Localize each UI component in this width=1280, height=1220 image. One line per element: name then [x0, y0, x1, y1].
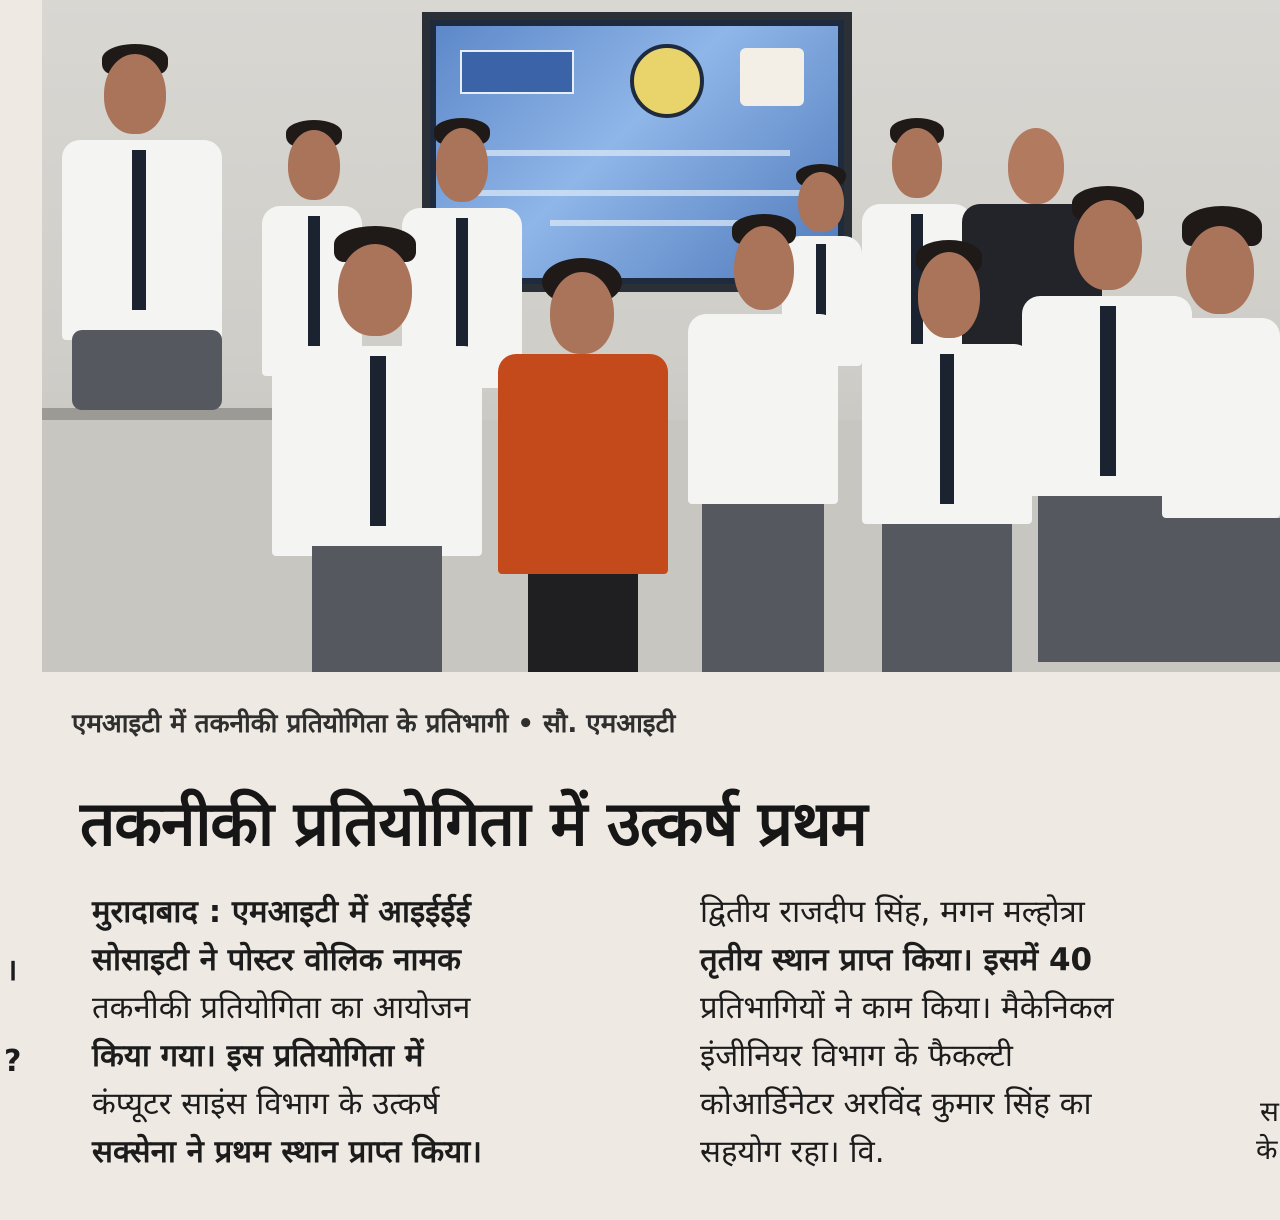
college-emblem-icon — [630, 44, 704, 118]
participant-figure — [272, 226, 482, 672]
article-line: प्रतिभागियों ने काम किया। मैकेनिकल — [700, 990, 1114, 1026]
article-line: कोआर्डिनेटर अरविंद कुमार सिंह का — [700, 1086, 1092, 1122]
left-edge-mark: ? — [4, 1044, 22, 1079]
society-logo-icon — [740, 48, 804, 106]
article-line: मुरादाबाद : एमआइटी में आइईईई — [92, 894, 471, 930]
right-edge-fragment: के — [1256, 1133, 1278, 1166]
right-edge-fragment: स — [1260, 1095, 1279, 1128]
participant-figure — [1162, 206, 1280, 662]
participant-figure — [62, 40, 232, 420]
participant-figure-girl — [498, 258, 668, 672]
photo-caption: एमआइटी में तकनीकी प्रतियोगिता के प्रतिभागी • सौ. एमआइटी — [72, 709, 676, 739]
article-column-2 — [700, 888, 1260, 1176]
ieee-logo-icon — [460, 50, 574, 94]
article-line: तृतीय स्थान प्राप्त किया। इसमें 40 — [700, 942, 1093, 978]
article-line: सक्सेना ने प्रथम स्थान प्राप्त किया। — [92, 1134, 482, 1170]
news-photo — [42, 0, 1280, 672]
participant-figure — [688, 214, 838, 672]
article-line: सोसाइटी ने पोस्टर वोलिक नामक — [92, 942, 461, 978]
participant-figure — [862, 240, 1032, 672]
left-edge-mark: । — [6, 953, 18, 988]
article-line: कंप्यूटर साइंस विभाग के उत्कर्ष — [92, 1086, 440, 1122]
article-line: इंजीनियर विभाग के फैकल्टी — [700, 1038, 1013, 1074]
article-line: तकनीकी प्रतियोगिता का आयोजन — [92, 990, 471, 1026]
headline: तकनीकी प्रतियोगिता में उत्कर्ष प्रथम — [80, 787, 867, 860]
article-column-1 — [92, 888, 652, 1176]
article-line: सहयोग रहा। वि. — [700, 1134, 885, 1170]
article-line: द्वितीय राजदीप सिंह, मगन मल्होत्रा — [700, 894, 1085, 930]
article-line: किया गया। इस प्रतियोगिता में — [92, 1038, 424, 1074]
